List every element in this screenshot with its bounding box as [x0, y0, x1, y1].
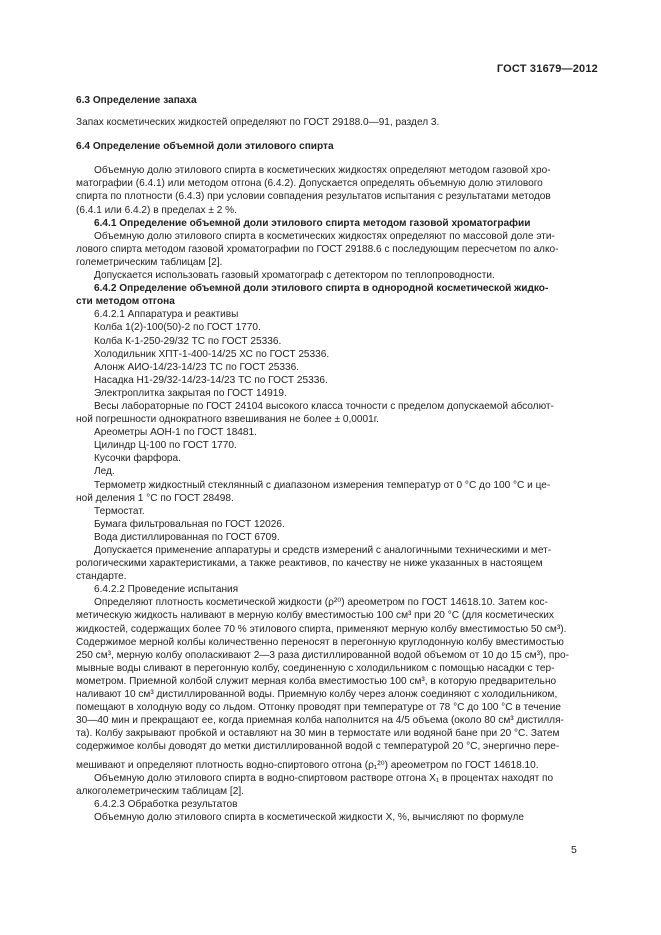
text-line: големетрическим таблицам [2]. — [76, 256, 223, 268]
text-line: Весы лабораторные по ГОСТ 24104 высокого класса точности с пределом допускаемой абсолют- — [94, 400, 554, 412]
text-line: мывные воды сливают в перегонную колбу, соединенную с холодильником с помощью насадки с тер- — [76, 662, 555, 674]
text-line: (6.4.1 или 6.4.2) в пределах ± 2 %. — [76, 204, 237, 216]
text-line: Лед. — [94, 466, 115, 478]
text-line: наливают 10 см³ дистиллированной воды. Приемную колбу через алонж соединяют с холодильником, — [76, 689, 558, 701]
text-line: Объемную долю этилового спирта в водно-спиртовом растворе отгона X₁ в процентах находят по — [94, 772, 554, 784]
text-line: метическую жидкость наливают в мерную колбу вместимостью 100 см³ при 20 °С (для косметических — [76, 610, 554, 622]
section-heading-line: 6.4.1 Определение объемной доли этилового спирта методом газовой хроматографии — [94, 217, 531, 229]
text-line: стандарте. — [76, 571, 127, 583]
document-body — [76, 94, 582, 824]
text-line: Допускается применение аппаратуры и средств измерений с аналогичными техническими и мет- — [94, 545, 552, 556]
text-line: ной погрешности однократного взвешивания не более ± 0,0001г. — [76, 414, 379, 426]
text-line: Насадка Н1-29/32-14/23-14/23 ТС по ГОСТ 25336. — [94, 374, 328, 386]
text-line: Допускается использовать газовый хроматограф с детектором по теплопроводности. — [94, 270, 495, 282]
text-line: помещают в холодную воду со льдом. Отгонку проводят при температуре от 78 °С до 100 °С в течение — [76, 702, 561, 714]
text-line: Кусочки фарфора. — [94, 453, 181, 465]
text-line: Вода дистиллированная по ГОСТ 6709. — [94, 531, 280, 543]
text-line: 6.4.2.1 Аппаратура и реактивы — [94, 309, 239, 321]
text-line: алкоголеметрическим таблицам [2]. — [76, 785, 244, 797]
text-line: мешивают и определяют плотность водно-спиртового отгона (ρ₁²⁰) ареометром по ГОСТ 14618.10. — [76, 759, 539, 771]
section-heading-line: 6.4.2 Определение объемной доли этилового спирта в однородной косметической жидко- — [94, 283, 549, 295]
page-number: 5 — [571, 844, 577, 856]
text-line: Холодильник ХПТ-1-400-14/25 ХС по ГОСТ 25336. — [94, 348, 330, 360]
section-heading-line: сти методом отгона — [76, 296, 175, 308]
text-line: Термостат. — [94, 505, 145, 517]
text-line: Объемную долю этилового спирта в косметической жидкости X, %, вычисляют по формуле — [94, 811, 525, 823]
text-line: Определяют плотность косметической жидкости (ρ²⁰) ареометром по ГОСТ 14618.10. Затем кос- — [94, 597, 548, 609]
text-line: Бумага фильтровальная по ГОСТ 12026. — [94, 518, 285, 530]
text-line: 250 см³, мерную колбу ополаскивают 2—3 раза дистиллированной водой объемом от 10 до 15 см³), про- — [76, 649, 569, 661]
text-line: Алонж АИО-14/23-14/23 ТС по ГОСТ 25336. — [94, 361, 300, 373]
section-heading-line: 6.3 Определение запаха — [76, 95, 197, 106]
text-line: Термометр жидкостный стеклянный с диапазоном измерения температур от 0 °С до 100 °С и це- — [94, 479, 551, 491]
text-line: Ареометры АОН-1 по ГОСТ 18481. — [94, 427, 257, 439]
text-line: Электроплитка закрытая по ГОСТ 14919. — [94, 387, 287, 399]
text-line: лового спирта методом газовой хроматографии по ГОСТ 29188.6 с последующим пересчетом по алко- — [76, 243, 559, 255]
text-line: содержимое колбы доводят до метки дистиллированной водой с температурой 20 °С, энергично пере- — [76, 741, 560, 753]
text-line: матографии (6.4.1) или методом отгона (6.4.2). Допускается определять объемную долю этилового — [76, 178, 543, 190]
text-line: рологическими характеристиками, а также реактивов, по качеству не ниже указанных в настоящем — [76, 558, 543, 570]
text-line: Колба 1(2)-100(50)-2 по ГОСТ 1770. — [94, 322, 261, 334]
text-line: 6.4.2.3 Обработка результатов — [94, 798, 238, 810]
text-line: та). Колбу закрывают пробкой и оставляют на 30 мин в термостате или водяной бане при 20 °С. Затем — [76, 728, 560, 740]
text-line: спирта по плотности (6.4.3) при условии совпадения результатов испытания с результатами методов — [76, 191, 551, 203]
text-line: Колба К-1-250-29/32 ТС по ГОСТ 25336. — [94, 335, 282, 347]
text-line: Объемную долю этилового спирта в косметических жидкостях определяют по массовой доле эти- — [94, 230, 555, 242]
text-line: жидкостей, содержащих более 70 % этилового спирта, применяют мерную колбу вместимостью 50 см³). — [76, 623, 567, 635]
text-line: Запах косметических жидкостей определяют по ГОСТ 29188.0—91, раздел 3. — [76, 117, 440, 129]
text-line: ной деления 1 °С по ГОСТ 28498. — [76, 492, 234, 504]
text-line: 30—40 мин и прекращают ее, когда приемная колба наполнится на 4/5 объема (около 80 см³ дистилля- — [76, 715, 564, 727]
text-line: Содержимое мерной колбы количественно переносят в перегонную круглодонную колбу вместимостью — [76, 636, 564, 648]
text-line: 6.4.2.2 Проведение испытания — [94, 584, 239, 596]
text-line: Объемную долю этилового спирта в косметических жидкостях определяют методом газовой хро- — [94, 165, 551, 177]
section-heading-line: 6.4 Определение объемной доли этилового спирта — [76, 141, 334, 153]
text-line: Цилиндр Ц-100 по ГОСТ 1770. — [94, 440, 237, 452]
standard-header: ГОСТ 31679—2012 — [496, 63, 598, 75]
text-line: мометром. Приемной колбой служит мерная колба вместимостью 100 см³, в которую предварительно — [76, 675, 557, 687]
